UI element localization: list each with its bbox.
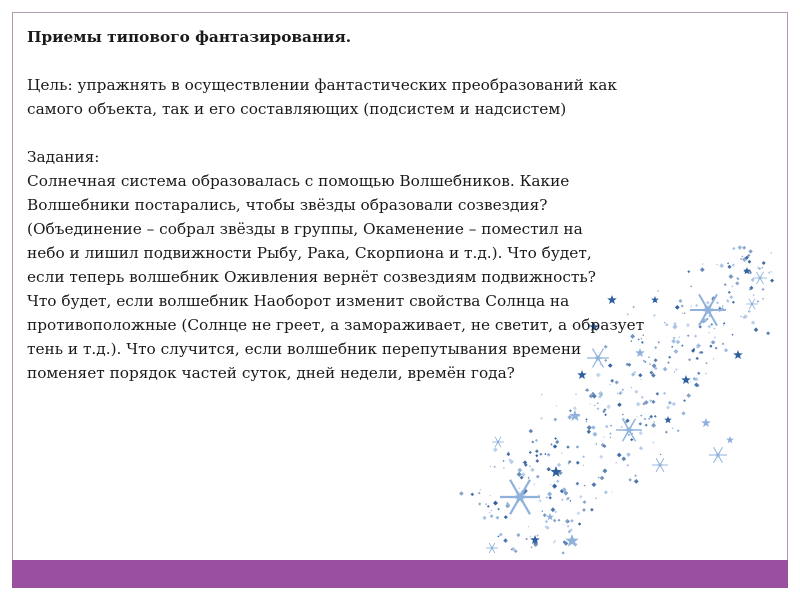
goal-line: Цель: упражнять в осуществлении фантастических преобразований как — [27, 76, 617, 94]
task-line: (Объединение – собрал звёзды в группы, Окаменение – поместил на — [27, 220, 583, 238]
task-line: тень и т.д.). Что случится, если волшебник перепутывания времени — [27, 340, 582, 358]
task-line: Что будет, если волшебник Наоборот изменит свойства Солнца на — [27, 292, 570, 310]
task-line: поменяет порядок частей суток, дней недели, времён года? — [27, 364, 515, 382]
task-line: небо и лишил подвижности Рыбу, Рака, Скорпиона и т.д.). Что будет, — [27, 244, 592, 262]
slide-title: Приемы типового фантазирования. — [27, 28, 352, 46]
task-line: Солнечная система образовалась с помощью Волшебников. Какие — [27, 172, 570, 190]
task-line: Волшебники постарались, чтобы звёзды образовали созвездия? — [27, 196, 548, 214]
goal-line: самого объекта, так и его составляющих (подсистем и надсистем) — [27, 100, 567, 118]
task-line: противоположные (Солнце не греет, а замораживает, не светит, а образует — [27, 316, 645, 334]
task-line: если теперь волшебник Оживления вернёт созвездиям подвижность? — [27, 268, 596, 286]
slide-text — [27, 25, 747, 385]
tasks-label: Задания: — [27, 148, 100, 166]
